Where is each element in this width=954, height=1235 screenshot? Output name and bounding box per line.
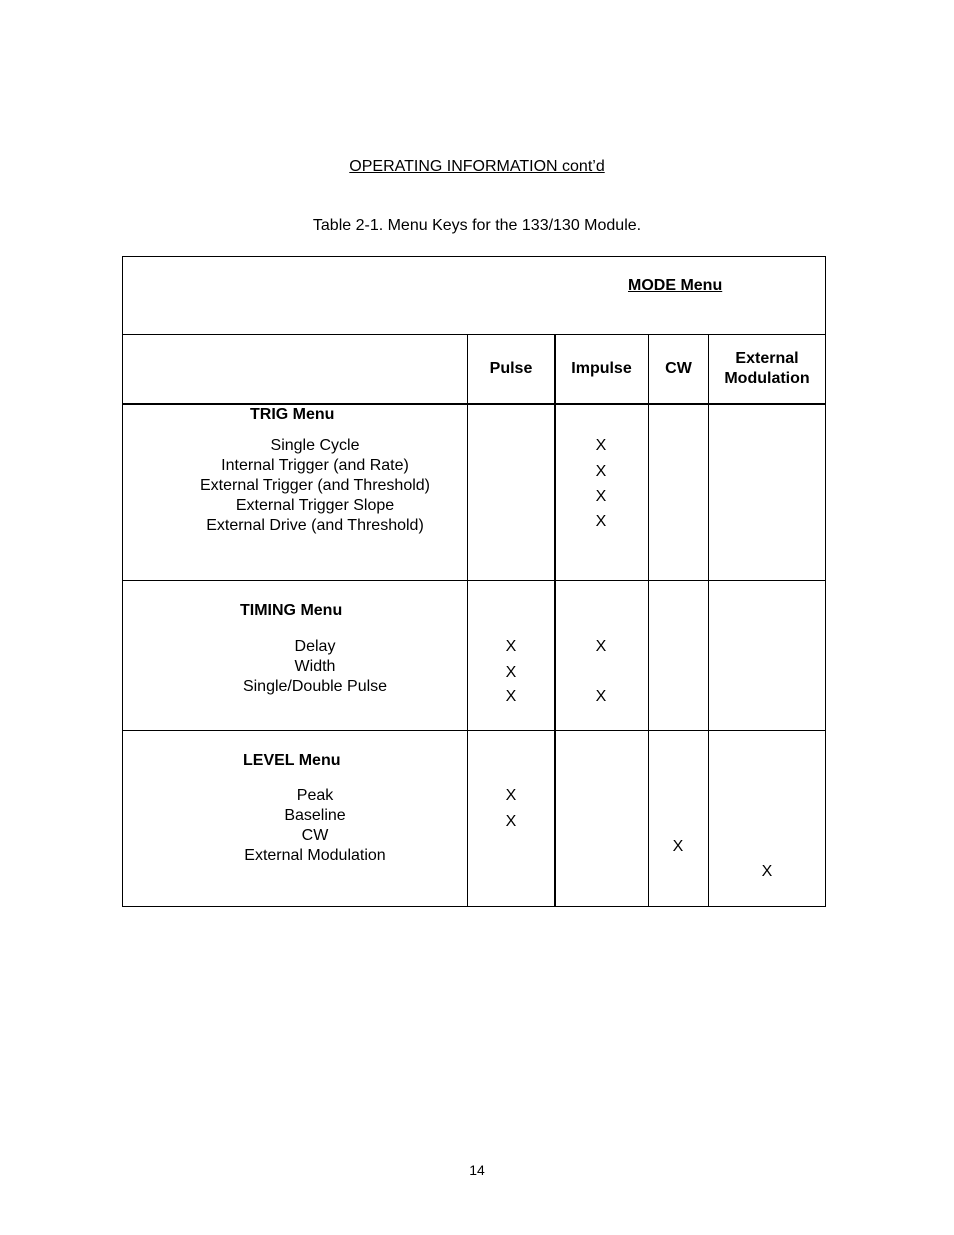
column-header-cw (649, 335, 708, 403)
list-item: Baseline (284, 807, 346, 824)
mark-trig-impulse: X (595, 463, 607, 480)
column-header-label: Pulse (489, 360, 533, 377)
section-heading: OPERATING INFORMATION cont’d (349, 158, 605, 175)
mark-timing-impulse: X (595, 638, 607, 655)
page-number: 14 (469, 1162, 485, 1178)
level-menu-items (123, 786, 507, 866)
column-header-pulse (468, 335, 554, 403)
list-item: External Drive (and Threshold) (206, 517, 424, 534)
list-item: Width (294, 658, 336, 675)
column-header-label: CW (665, 360, 692, 377)
trig-menu-items (123, 436, 507, 536)
table-rule (123, 580, 825, 581)
list-item: CW (301, 827, 329, 844)
list-item: External Trigger Slope (235, 497, 395, 514)
table-column-rule (708, 334, 709, 907)
mark-trig-impulse: X (595, 488, 607, 505)
mark-level-pulse: X (505, 813, 517, 830)
mark-timing-pulse: X (505, 664, 517, 681)
list-item: Peak (296, 787, 334, 804)
mark-timing-impulse: X (595, 688, 607, 705)
table-column-rule (648, 334, 649, 907)
column-header-label-line1: External (735, 350, 799, 367)
list-item: External Modulation (244, 847, 386, 864)
timing-menu-items (123, 637, 507, 697)
mark-trig-impulse: X (595, 513, 607, 530)
list-item: External Trigger (and Threshold) (199, 477, 431, 494)
list-item: Single/Double Pulse (242, 678, 388, 695)
column-header-label: Impulse (571, 360, 632, 377)
mode-menu-title: MODE Menu (628, 277, 723, 294)
list-item: Delay (294, 638, 336, 655)
menu-keys-table (122, 256, 826, 907)
mark-timing-pulse: X (505, 638, 517, 655)
column-header-label-line2: Modulation (724, 370, 810, 387)
mark-trig-impulse: X (595, 437, 607, 454)
list-item: Internal Trigger (and Rate) (221, 457, 409, 474)
column-header-impulse (555, 335, 648, 403)
level-menu-title: LEVEL Menu (243, 752, 341, 769)
trig-menu-title: TRIG Menu (250, 406, 335, 423)
mark-level-cw: X (672, 838, 684, 855)
mark-level-external-modulation: X (761, 863, 773, 880)
column-header-external-modulation (709, 335, 825, 403)
mark-level-pulse: X (505, 787, 517, 804)
table-caption: Table 2-1. Menu Keys for the 133/130 Module. (312, 217, 642, 234)
table-rule (123, 730, 825, 731)
table-rule (123, 403, 825, 405)
timing-menu-title: TIMING Menu (240, 602, 343, 619)
table-column-rule (554, 334, 556, 907)
mark-timing-pulse: X (505, 688, 517, 705)
list-item: Single Cycle (270, 437, 360, 454)
